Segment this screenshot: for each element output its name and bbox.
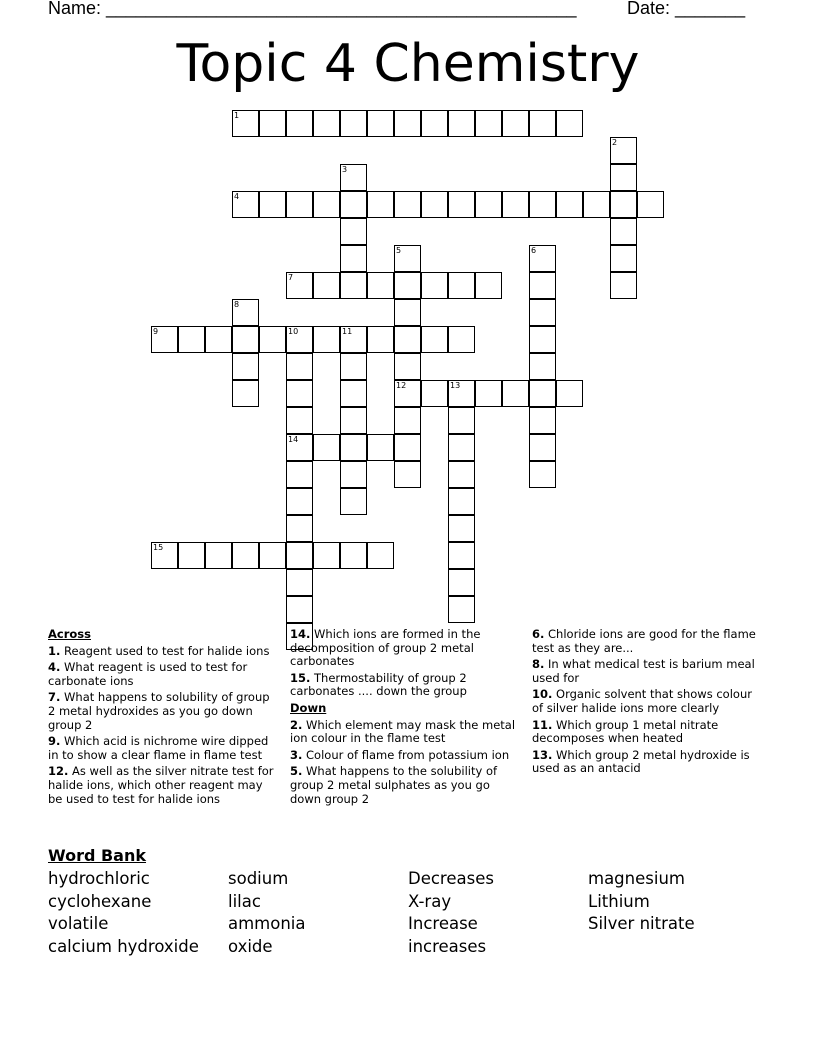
- crossword-cell[interactable]: [205, 542, 232, 569]
- crossword-cell[interactable]: [610, 191, 637, 218]
- crossword-cell[interactable]: [394, 191, 421, 218]
- crossword-cell[interactable]: [286, 434, 313, 461]
- clue-number: 1: [234, 111, 240, 120]
- crossword-cell[interactable]: [286, 272, 313, 299]
- word-bank-item: X-ray: [408, 891, 452, 911]
- word-bank-item: Lithium: [588, 891, 650, 911]
- page-title: Topic 4 Chemistry: [176, 34, 640, 94]
- clue-across-4: 4. What reagent is used to test for carbonate ions: [48, 660, 248, 688]
- crossword-cell[interactable]: [259, 542, 286, 569]
- crossword-cell[interactable]: [529, 191, 556, 218]
- crossword-cell[interactable]: [448, 326, 475, 353]
- crossword-cell[interactable]: [232, 191, 259, 218]
- crossword-cell[interactable]: [394, 110, 421, 137]
- word-bank-item: Increase: [408, 914, 478, 934]
- crossword-cell[interactable]: [340, 488, 367, 515]
- crossword-cell[interactable]: [313, 326, 340, 353]
- crossword-cell[interactable]: [529, 272, 556, 299]
- clue-number: 12: [396, 381, 407, 390]
- crossword-cell[interactable]: [610, 164, 637, 191]
- word-bank-item: increases: [408, 937, 487, 957]
- word-bank-item: ammonia: [228, 914, 306, 934]
- clue-number: 13: [450, 381, 461, 390]
- clue-down-11: 11. Which group 1 metal nitrate decomposes when heated: [532, 717, 719, 746]
- crossword-cell[interactable]: [394, 380, 421, 407]
- crossword-cell[interactable]: [448, 110, 475, 137]
- crossword-cell[interactable]: [286, 461, 313, 488]
- clue-number: 11: [342, 327, 353, 336]
- crossword-cell[interactable]: [286, 596, 313, 623]
- word-bank-item: cyclohexane: [48, 891, 152, 911]
- crossword-cell[interactable]: [367, 110, 394, 137]
- crossword-cell[interactable]: [205, 326, 232, 353]
- crossword-cell[interactable]: [151, 326, 178, 353]
- crossword-cell[interactable]: [556, 110, 583, 137]
- crossword-cell[interactable]: [610, 245, 637, 272]
- crossword-cell[interactable]: [313, 272, 340, 299]
- clue-number: 15: [153, 543, 164, 552]
- word-bank-item: calcium hydroxide: [48, 937, 199, 957]
- word-bank-column-1: [48, 868, 199, 959]
- crossword-cell[interactable]: [448, 569, 475, 596]
- crossword-cell[interactable]: [583, 191, 610, 218]
- word-bank-title: Word Bank: [48, 846, 147, 865]
- crossword-cell[interactable]: [421, 272, 448, 299]
- crossword-cell[interactable]: [421, 110, 448, 137]
- crossword-cell[interactable]: [340, 353, 367, 380]
- word-bank-item: oxide: [228, 937, 273, 957]
- clues-column-2: [290, 628, 520, 809]
- crossword-cell[interactable]: [529, 461, 556, 488]
- crossword-cell[interactable]: [529, 380, 556, 407]
- crossword-cell[interactable]: [232, 542, 259, 569]
- crossword-cell[interactable]: [610, 137, 637, 164]
- crossword-cell[interactable]: [367, 542, 394, 569]
- clue-number: 4: [234, 192, 240, 201]
- word-bank-item: Decreases: [408, 869, 494, 888]
- crossword-cell[interactable]: [286, 542, 313, 569]
- crossword-cell[interactable]: [475, 380, 502, 407]
- clue-number: 5: [396, 246, 402, 255]
- clue-across-14: 14. Which ions are formed in the decomposition of group 2 metal carbonates: [290, 627, 481, 669]
- crossword-cell[interactable]: [367, 272, 394, 299]
- clue-number: 14: [288, 435, 299, 444]
- down-heading: Down: [290, 700, 327, 715]
- clue-down-5: 5. What happens to the solubility of group 2 metal sulphates as you go down group 2: [290, 764, 498, 806]
- clue-down-13: 13. Which group 2 metal hydroxide is used as an antacid: [532, 747, 750, 776]
- crossword-cell[interactable]: [502, 191, 529, 218]
- crossword-cell[interactable]: [475, 110, 502, 137]
- crossword-cell[interactable]: [529, 326, 556, 353]
- word-bank-column-4: [588, 868, 695, 936]
- crossword-cell[interactable]: [178, 542, 205, 569]
- word-bank-item: Silver nitrate: [588, 914, 695, 934]
- crossword-cell[interactable]: [259, 110, 286, 137]
- date-field-label: Date: _______: [627, 0, 746, 18]
- crossword-cell[interactable]: [286, 353, 313, 380]
- crossword-cell[interactable]: [448, 488, 475, 515]
- crossword-cell[interactable]: [340, 272, 367, 299]
- crossword-cell[interactable]: [394, 272, 421, 299]
- crossword-cell[interactable]: [286, 515, 313, 542]
- clue-across-1: 1. Reagent used to test for halide ions: [48, 643, 270, 658]
- crossword-cell[interactable]: [367, 191, 394, 218]
- crossword-cell[interactable]: [610, 218, 637, 245]
- crossword-cell[interactable]: [340, 245, 367, 272]
- word-bank-item: lilac: [228, 891, 261, 911]
- crossword-cell[interactable]: [232, 380, 259, 407]
- crossword-cell[interactable]: [394, 407, 421, 434]
- crossword-cell[interactable]: [529, 353, 556, 380]
- across-heading: Across: [48, 627, 91, 641]
- crossword-cell[interactable]: [448, 191, 475, 218]
- crossword-cell[interactable]: [529, 434, 556, 461]
- crossword-cell[interactable]: [529, 407, 556, 434]
- crossword-cell[interactable]: [367, 326, 394, 353]
- crossword-cell[interactable]: [448, 380, 475, 407]
- word-bank-item: sodium: [228, 869, 289, 888]
- crossword-cell[interactable]: [475, 272, 502, 299]
- crossword-cell[interactable]: [394, 299, 421, 326]
- crossword-cell[interactable]: [340, 434, 367, 461]
- clue-down-10: 10. Organic solvent that shows colour of silver halide ions more clearly: [532, 687, 752, 715]
- crossword-cell[interactable]: [340, 380, 367, 407]
- crossword-cell[interactable]: [421, 380, 448, 407]
- crossword-cell[interactable]: [259, 191, 286, 218]
- clue-down-3: 3. Colour of flame from potassium ion: [290, 747, 510, 762]
- crossword-cell[interactable]: [394, 245, 421, 272]
- crossword-cell[interactable]: [340, 110, 367, 137]
- crossword-cell[interactable]: [232, 353, 259, 380]
- crossword-cell[interactable]: [259, 326, 286, 353]
- crossword-cell[interactable]: [286, 407, 313, 434]
- word-bank-item: volatile: [48, 914, 109, 934]
- clue-across-12: 12. As well as the silver nitrate test for halide ions, which other reagent may be used to test for halide ions: [48, 764, 274, 806]
- crossword-cell[interactable]: [313, 191, 340, 218]
- clue-number: 2: [612, 138, 618, 147]
- crossword-cell[interactable]: [286, 569, 313, 596]
- clue-number: 6: [531, 246, 537, 255]
- crossword-cell[interactable]: [502, 110, 529, 137]
- clue-number: 7: [288, 273, 294, 282]
- crossword-cell[interactable]: [286, 380, 313, 407]
- crossword-cell[interactable]: [637, 191, 664, 218]
- crossword-cell[interactable]: [340, 407, 367, 434]
- word-bank-column-3: [408, 868, 494, 959]
- crossword-cell[interactable]: [448, 407, 475, 434]
- crossword-cell[interactable]: [178, 326, 205, 353]
- crossword-cell[interactable]: [340, 461, 367, 488]
- crossword-cell[interactable]: [421, 326, 448, 353]
- name-field-label: Name: _______________________________________________: [48, 0, 577, 18]
- crossword-cell[interactable]: [556, 380, 583, 407]
- crossword-cell[interactable]: [610, 272, 637, 299]
- crossword-cell[interactable]: [556, 191, 583, 218]
- word-bank-item: hydrochloric: [48, 869, 150, 888]
- crossword-cell[interactable]: [232, 299, 259, 326]
- crossword-cell[interactable]: [286, 191, 313, 218]
- crossword-cell[interactable]: [286, 326, 313, 353]
- crossword-cell[interactable]: [448, 461, 475, 488]
- clue-across-9: 9. Which acid is nichrome wire dipped in to show a clear flame in flame test: [48, 734, 269, 762]
- crossword-cell[interactable]: [232, 326, 259, 353]
- clues-column-1: [48, 628, 278, 809]
- clue-number: 9: [153, 327, 159, 336]
- crossword-cell[interactable]: [529, 245, 556, 272]
- crossword-cell[interactable]: [340, 164, 367, 191]
- crossword-cell[interactable]: [313, 542, 340, 569]
- crossword-cell[interactable]: [394, 461, 421, 488]
- clue-across-7: 7. What happens to solubility of group 2 metal hydroxides as you go down group 2: [48, 690, 270, 732]
- clue-down-2: 2. Which element may mask the metal ion colour in the flame test: [290, 717, 516, 746]
- crossword-cell[interactable]: [340, 191, 367, 218]
- crossword-cell[interactable]: [421, 191, 448, 218]
- crossword-cell[interactable]: [448, 434, 475, 461]
- crossword-cell[interactable]: [232, 110, 259, 137]
- clue-down-8: 8. In what medical test is barium meal used for: [532, 657, 755, 685]
- crossword-cell[interactable]: [340, 218, 367, 245]
- crossword-cell[interactable]: [529, 299, 556, 326]
- crossword-cell[interactable]: [448, 515, 475, 542]
- crossword-cell[interactable]: [286, 110, 313, 137]
- clues-column-3: [532, 628, 762, 779]
- crossword-cell[interactable]: [313, 110, 340, 137]
- crossword-cell[interactable]: [394, 353, 421, 380]
- clue-across-15: 15. Thermostability of group 2 carbonates .... down the group: [290, 670, 467, 699]
- crossword-cell[interactable]: [448, 596, 475, 623]
- crossword-cell[interactable]: [340, 542, 367, 569]
- crossword-cell[interactable]: [529, 110, 556, 137]
- crossword-cell[interactable]: [448, 272, 475, 299]
- clue-down-6: 6. Chloride ions are good for the flame test as they are...: [532, 627, 756, 655]
- crossword-cell[interactable]: [367, 434, 394, 461]
- word-bank-item: magnesium: [588, 869, 685, 888]
- crossword-cell[interactable]: [475, 191, 502, 218]
- crossword-cell[interactable]: [394, 326, 421, 353]
- crossword-cell[interactable]: [448, 542, 475, 569]
- clue-number: 8: [234, 300, 240, 309]
- clue-number: 10: [288, 327, 299, 336]
- crossword-cell[interactable]: [394, 434, 421, 461]
- clue-number: 3: [342, 165, 348, 174]
- crossword-cell[interactable]: [151, 542, 178, 569]
- crossword-cell[interactable]: [340, 326, 367, 353]
- crossword-cell[interactable]: [502, 380, 529, 407]
- word-bank-column-2: [228, 868, 306, 959]
- crossword-cell[interactable]: [313, 434, 340, 461]
- crossword-cell[interactable]: [286, 488, 313, 515]
